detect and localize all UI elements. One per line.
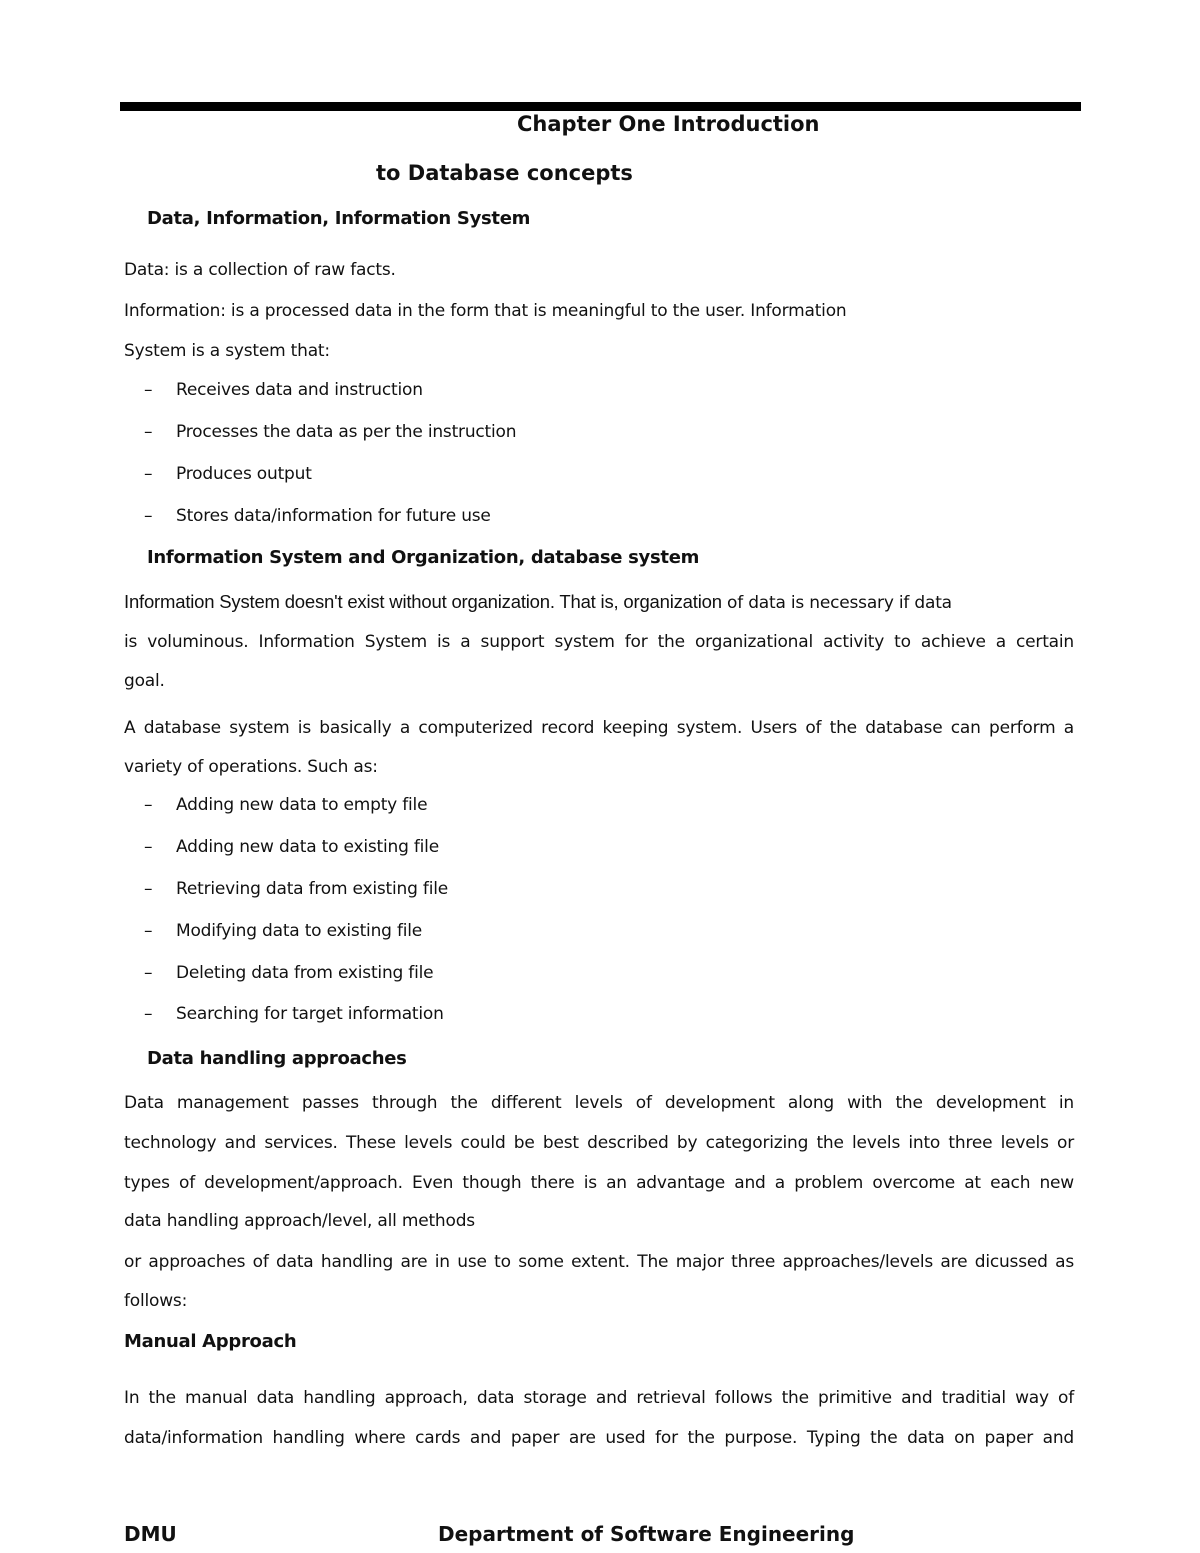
bullet-dash: – [144, 1004, 153, 1024]
paragraph-line: data handling approach/level, all methods [124, 1211, 475, 1231]
paragraph-line: is voluminous. Information System is a support system for the organizational activity to achieve a certain [124, 632, 1074, 652]
paragraph-text: of data is necessary if data [721, 593, 952, 613]
paragraph-line: A database system is basically a computerized record keeping system. Users of the database can perform a [124, 718, 1074, 738]
list-item: Receives data and instruction [176, 380, 423, 400]
data-definition: Data: is a collection of raw facts. [124, 260, 396, 280]
bullet-dash: – [144, 837, 153, 857]
section-heading-information-system-organization: Information System and Organization, database system [147, 547, 700, 568]
paragraph-line: variety of operations. Such as: [124, 757, 378, 777]
paragraph-lead-text: Information System doesn't exist without organization. That is, organization [124, 591, 722, 612]
system-intro: System is a system that: [124, 341, 330, 361]
paragraph-line: goal. [124, 671, 165, 691]
section-heading-manual-approach: Manual Approach [124, 1331, 297, 1352]
footer-department: Department of Software Engineering [438, 1522, 855, 1546]
list-item: Retrieving data from existing file [176, 879, 449, 899]
bullet-dash: – [144, 464, 153, 484]
paragraph-line: data/information handling where cards and paper are used for the purpose. Typing the data on paper and [124, 1428, 1074, 1448]
section-heading-data-handling: Data handling approaches [147, 1048, 407, 1069]
header-rule [120, 102, 1081, 111]
paragraph-line: In the manual data handling approach, data storage and retrieval follows the primitive and traditial way of [124, 1388, 1074, 1408]
bullet-dash: – [144, 795, 153, 815]
paragraph-line: or approaches of data handling are in use to some extent. The major three approaches/levels are dicussed as [124, 1252, 1074, 1272]
list-item: Stores data/information for future use [176, 506, 491, 526]
chapter-title: Chapter One Introduction [517, 112, 820, 136]
paragraph-line: follows: [124, 1291, 188, 1311]
list-item: Deleting data from existing file [176, 963, 434, 983]
paragraph-line: Data management passes through the different levels of development along with the development in [124, 1093, 1074, 1113]
list-item: Adding new data to existing file [176, 837, 439, 857]
list-item: Adding new data to empty file [176, 795, 428, 815]
paragraph-line: types of development/approach. Even though there is an advantage and a problem overcome at each new [124, 1173, 1074, 1193]
bullet-dash: – [144, 380, 153, 400]
chapter-subtitle: to Database concepts [376, 161, 633, 185]
section-heading-data-information: Data, Information, Information System [147, 208, 531, 229]
bullet-dash: – [144, 921, 153, 941]
list-item: Modifying data to existing file [176, 921, 423, 941]
paragraph-line [124, 582, 1074, 623]
paragraph-line: technology and services. These levels could be best described by categorizing the levels into three levels or [124, 1133, 1074, 1153]
list-item: Processes the data as per the instruction [176, 422, 517, 442]
bullet-dash: – [144, 963, 153, 983]
list-item: Searching for target information [176, 1004, 444, 1024]
bullet-dash: – [144, 879, 153, 899]
bullet-dash: – [144, 422, 153, 442]
list-item: Produces output [176, 464, 312, 484]
bullet-dash: – [144, 506, 153, 526]
information-definition: Information: is a processed data in the form that is meaningful to the user. Information [124, 301, 847, 321]
footer-left: DMU [124, 1522, 177, 1546]
